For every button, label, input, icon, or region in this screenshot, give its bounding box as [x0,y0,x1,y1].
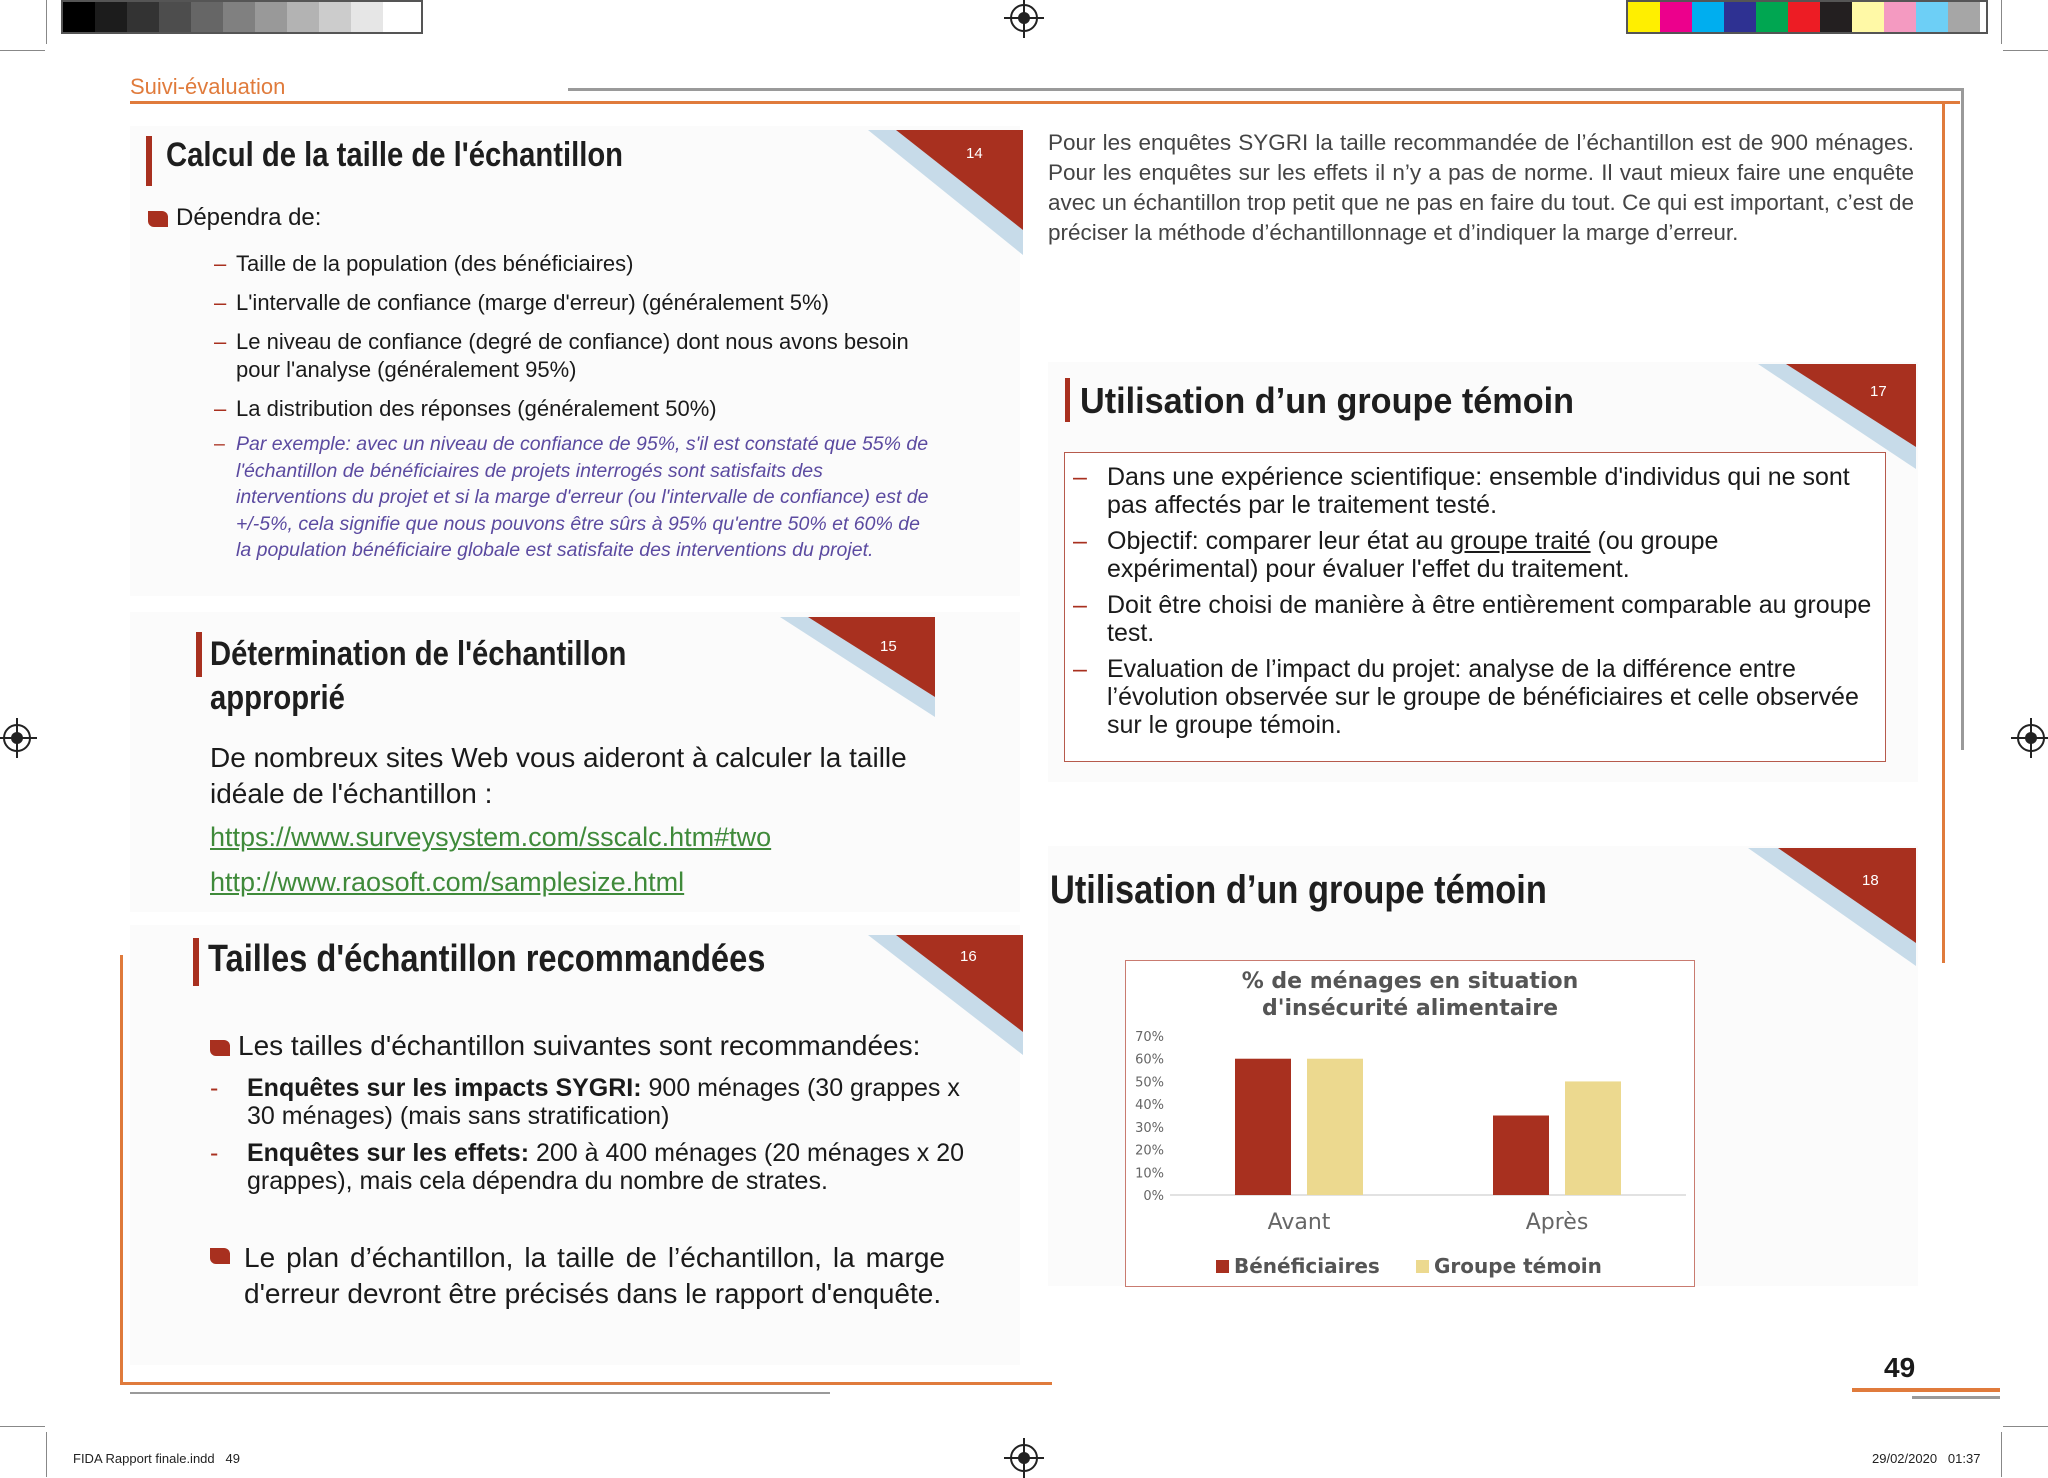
header-rule-gray [568,88,1964,91]
list-item: – Taille de la population (des bénéficiaires) [214,251,634,276]
list-item: – Le niveau de confiance (degré de confiance) dont nous avons besoin pour l'analyse (généralement 95%) [214,329,909,382]
crop-mark [2003,50,2048,51]
crop-mark [0,50,45,51]
slide-15-text: De nombreux sites Web vous aideront à calculer la taille idéale de l'échantillon : [210,742,907,809]
slide-corner-triangle-icon [1748,848,1916,966]
slide-16-intro-line: Les tailles d'échantillon suivantes sont recommandées: [210,1030,920,1062]
legend-label: Bénéficiaires [1234,1254,1380,1278]
title-accent-bar [193,938,199,986]
criteria-list [214,250,934,564]
y-tick-label: 60% [1135,1052,1164,1068]
title-accent-bar [1065,378,1070,422]
y-tick-label: 30% [1135,1120,1164,1136]
color-calibration-bar [1626,0,1988,34]
title-accent-bar [146,136,152,186]
slide-number: 17 [1870,383,1887,400]
footer-filename: FIDA Rapport finale.indd 49 [73,1451,240,1466]
chart-title: % de ménages en situation d'insécurité alimentaire [1241,969,1579,1021]
legend-swatch [1216,1260,1229,1273]
recommendation-item: - Enquêtes sur les impacts SYGRI: 900 ménages (30 grappes x 30 ménages) (mais sans stratification) [210,1074,960,1130]
x-tick-label: Après [1525,1210,1589,1235]
slide-corner-triangle-icon [780,617,935,717]
registration-mark-icon [1010,4,1038,32]
registration-mark-icon [1010,1444,1038,1472]
bullet-icon [210,1248,230,1264]
left-rule-orange [120,955,123,1385]
bottom-rule-orange [120,1382,1052,1385]
bar-chart [1126,961,1694,1286]
legend-swatch [1416,1260,1429,1273]
recommendation-item: - Enquêtes sur les effets: 200 à 400 ménages (20 ménages x 20 grappes), mais cela dépendra du nombre de strates. [210,1139,965,1195]
list-item: – La distribution des réponses (généralement 50%) [214,396,717,421]
definition-list [1073,463,1873,739]
slide-number: 15 [880,638,897,655]
bar-bénéficiaires [1235,1059,1291,1195]
slide-16-title: Tailles d'échantillon recommandées [208,938,766,980]
list-item: – Objectif: comparer leur état au groupe traité (ou groupe expérimental) pour évaluer l'effet du traitement. [1073,527,1719,583]
slide-18-title: Utilisation d’un groupe témoin [1050,868,1547,912]
slide-16-outro: Le plan d’échantillon, la taille de l’échantillon, la marge d'erreur devront être précisés dans le rapport d'enquête. [210,1240,945,1312]
bullet-icon [210,1040,230,1056]
crop-mark [46,1432,47,1477]
survey-system-link[interactable]: https://www.surveysystem.com/sscalc.htm#two [210,822,772,852]
x-tick-label: Avant [1267,1210,1331,1235]
crop-mark [0,1426,45,1427]
slide-number: 18 [1862,872,1879,889]
section-header: Suivi-évaluation [130,74,286,99]
registration-mark-icon [2017,724,2045,752]
intro-text [148,204,321,232]
definition-box [1064,452,1886,762]
list-item: – Doit être choisi de manière à être entièrement comparable au groupe test. [1073,591,1872,647]
bar-groupe-témoin [1565,1081,1621,1195]
bottom-rule-gray [130,1392,830,1394]
slide-14-title: Calcul de la taille de l'échantillon [166,136,624,174]
y-tick-label: 10% [1135,1166,1164,1182]
y-tick-label: 40% [1135,1098,1164,1114]
header-rule-orange [130,101,1960,104]
page-number: 49 [1884,1352,1916,1383]
crop-mark [2001,1432,2002,1477]
raosoft-link[interactable]: http://www.raosoft.com/samplesize.html [210,867,685,897]
slide-17-title: Utilisation d’un groupe témoin [1080,380,1574,421]
y-tick-label: 50% [1135,1075,1164,1091]
slide-15-title: Détermination de l'échantillon approprié [210,635,627,717]
example-text: – Par exemple: avec un niveau de confiance de 95%, s'il est constaté que 55% de l'échantillon de bénéficiaires de projets interrogés sont satisfaits des interventions du projet et si la marge d'erreur (ou l'intervalle de confiance) est de +/-5%, cela signifie que nous pouvons être sûrs à 95% qu'entre 50% et 60% de la population bénéficiaire globale est satisfaite des interventions du projet. [214,433,929,561]
crop-mark [46,0,47,44]
right-rule-gray [1961,90,1964,750]
groupe-traite-link[interactable]: groupe traité [1450,527,1591,555]
bar-bénéficiaires [1493,1116,1549,1196]
bar-groupe-témoin [1307,1059,1363,1195]
bullet-icon [148,211,168,227]
chart-frame [1125,960,1695,1287]
y-tick-label: 20% [1135,1143,1164,1159]
list-item: – L'intervalle de confiance (marge d'erreur) (généralement 5%) [214,290,829,315]
list-item: – Dans une expérience scientifique: ensemble d'individus qui ne sont pas affectés par le traitement testé. [1073,463,1850,519]
legend-label: Groupe témoin [1434,1254,1602,1278]
right-rule-orange [1942,103,1945,963]
slide-14-intro: Dépendra de: [176,204,322,231]
list-item: – Evaluation de l’impact du projet: analyse de la différence entre l’évolution observée sur le groupe de bénéficiaires et celle observée sur le groupe témoin. [1073,655,1859,739]
registration-mark-icon [3,724,31,752]
footer-timestamp: 29/02/2020 01:37 [1872,1451,1981,1466]
y-tick-label: 70% [1135,1030,1164,1045]
y-tick-label: 0% [1143,1189,1164,1204]
grayscale-color-bar [61,0,423,34]
slide-number: 16 [960,948,977,965]
slide-number: 14 [966,145,983,162]
slide-corner-triangle-icon [868,130,1023,255]
page-number-rule [1852,1388,2000,1392]
page-number-rule-gray [1912,1396,2000,1399]
crop-mark [2003,1426,2048,1427]
title-accent-bar [196,632,202,677]
sampling-note: Pour les enquêtes SYGRI la taille recommandée de l’échantillon est de 900 ménages. Pour les enquêtes sur les effets il n’y a pas de norme. Il vaut mieux faire une enquête avec un échantillon trop petit que ne pas en faire du tout. Ce qui est important, c’est de préciser la méthode d’échantillonnage et d’indiquer la marge d’erreur. [1048,130,1914,245]
crop-mark [2001,0,2002,44]
